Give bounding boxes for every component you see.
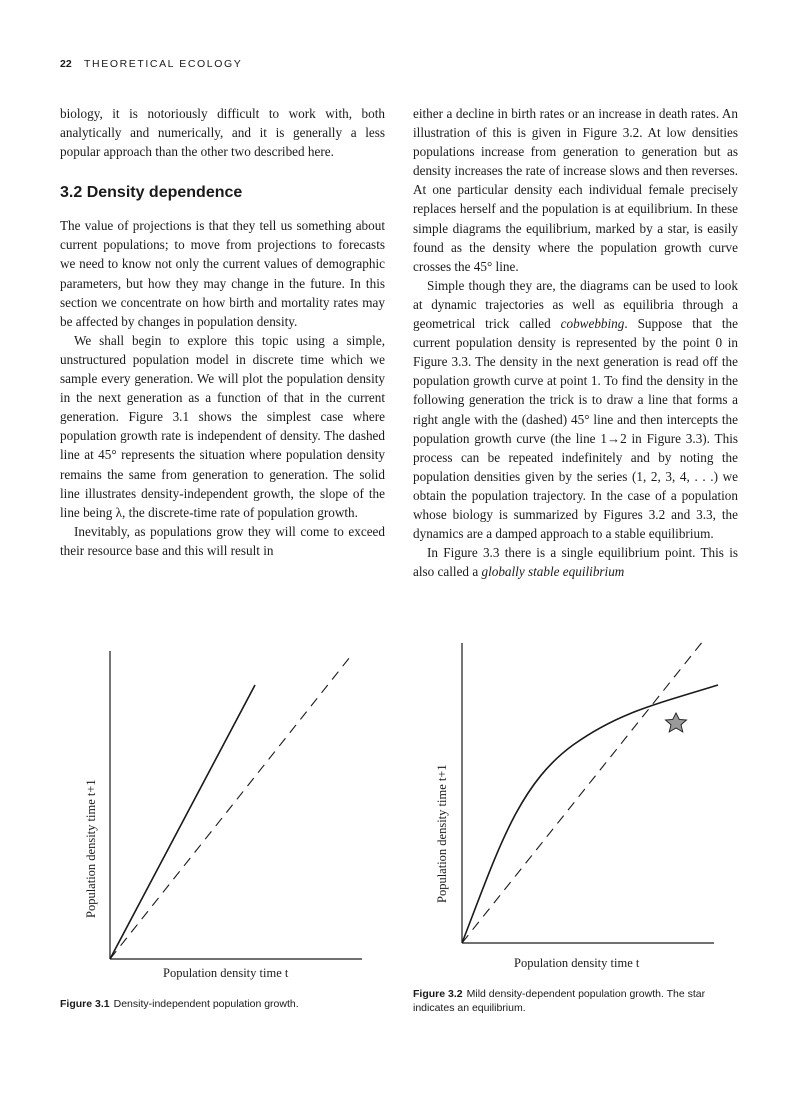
equilibrium-45-line [110,657,350,959]
italic-term: cobwebbing [560,316,625,332]
caption-label: Figure 3.2 [413,988,463,1000]
paragraph: Inevitably, as populations grow they will come to exceed their resource base and this will result in [60,523,385,558]
paragraph: The value of projections is that they tell us something about current populations; to move from projections to forecasts we need to know not only the current values of demographic parameters, but how they may change in the future. In this section we concentrate on how birth and mortality rates may be affected by changes in population density. [60,218,385,329]
paragraph [413,543,738,581]
paragraph: biology, it is notoriously difficult to work with, both analytically and numerically, and it is generally a less popular approach than the other two described here. [60,106,385,160]
italic-term: globally stable equilibrium [481,564,625,580]
figure-caption [413,987,733,1015]
x-axis-label: Population density time t [514,956,640,970]
paragraph-text: . Suppose that the current population density is represented by the point 0 in Figure 3.3. The density in the next generation is read off the population growth curve at point 1. To find the density in the following generation the trick is to draw a line that forms a right angle with the (dashed) 45° line and then intercepts the population growth curve (the line 1→2 in Figure 3.3). This process can be repeated indefinitely and by noting the population densities given by the series (1, 2, 3, 4, . . .) we obtain the population trajectory. In the case of a population whose biology is summarized by Figures 3.2 and 3.3, the dynamics are a damped approach to a stable equilibrium. [413,316,738,542]
figure-3-1 [60,635,390,1035]
equilibrium-45-line [462,641,703,943]
equilibrium-star-icon [666,713,687,732]
figure-caption [60,997,380,1011]
running-header [60,58,242,70]
y-axis-label: Population density time t+1 [435,764,449,903]
paragraph: either a decline in birth rates or an increase in death rates. An illustration of this is given in Figure 3.2. At low densities populations increase from generation to generation but as density increases the rate of increase slows and then reverses. At one particular density each individual female precisely replaces herself and the population is at equilibrium. In these simple diagrams the equilibrium, marked by a star, is easily found as the density where the population growth curve crosses the 45° line. [413,106,738,274]
paragraph [413,276,738,543]
caption-text: Mild density-dependent population growth. The star indicates an equilibrium. [413,988,706,1014]
figure-3-1-diagram [60,635,390,975]
caption-text: Density-independent population growth. [113,998,299,1010]
running-title: THEORETICAL ECOLOGY [84,58,243,70]
paragraph-text: Simple though they are, the diagrams can be used to look at dynamic trajectories as well as equilibria through a geometrical trick called [413,277,738,332]
left-column [60,104,385,560]
page-number: 22 [60,58,72,70]
growth-line [110,685,255,959]
figure-3-2 [413,635,743,1035]
section-heading: 3.2 Density dependence [60,184,243,202]
x-axis-label: Population density time t [163,966,289,980]
caption-label: Figure 3.1 [60,998,110,1010]
y-axis-label: Population density time t+1 [84,779,98,918]
paragraph: We shall begin to explore this topic using a simple, unstructured population model in discrete time which we sample every generation. We will plot the population density in the next generation as a function of that in the current generation. Figure 3.1 shows the simplest case where population growth rate is independent of density. The dashed line at 45° represents the situation where population density remains the same from generation to generation. The solid line illustrates density-independent growth, the slope of the line being λ, the discrete-time rate of population growth. [60,332,385,520]
right-column [413,104,738,581]
figure-3-2-diagram [413,635,743,955]
paragraph-text: In Figure 3.3 there is a single equilibrium point. This is also called a [413,545,738,580]
